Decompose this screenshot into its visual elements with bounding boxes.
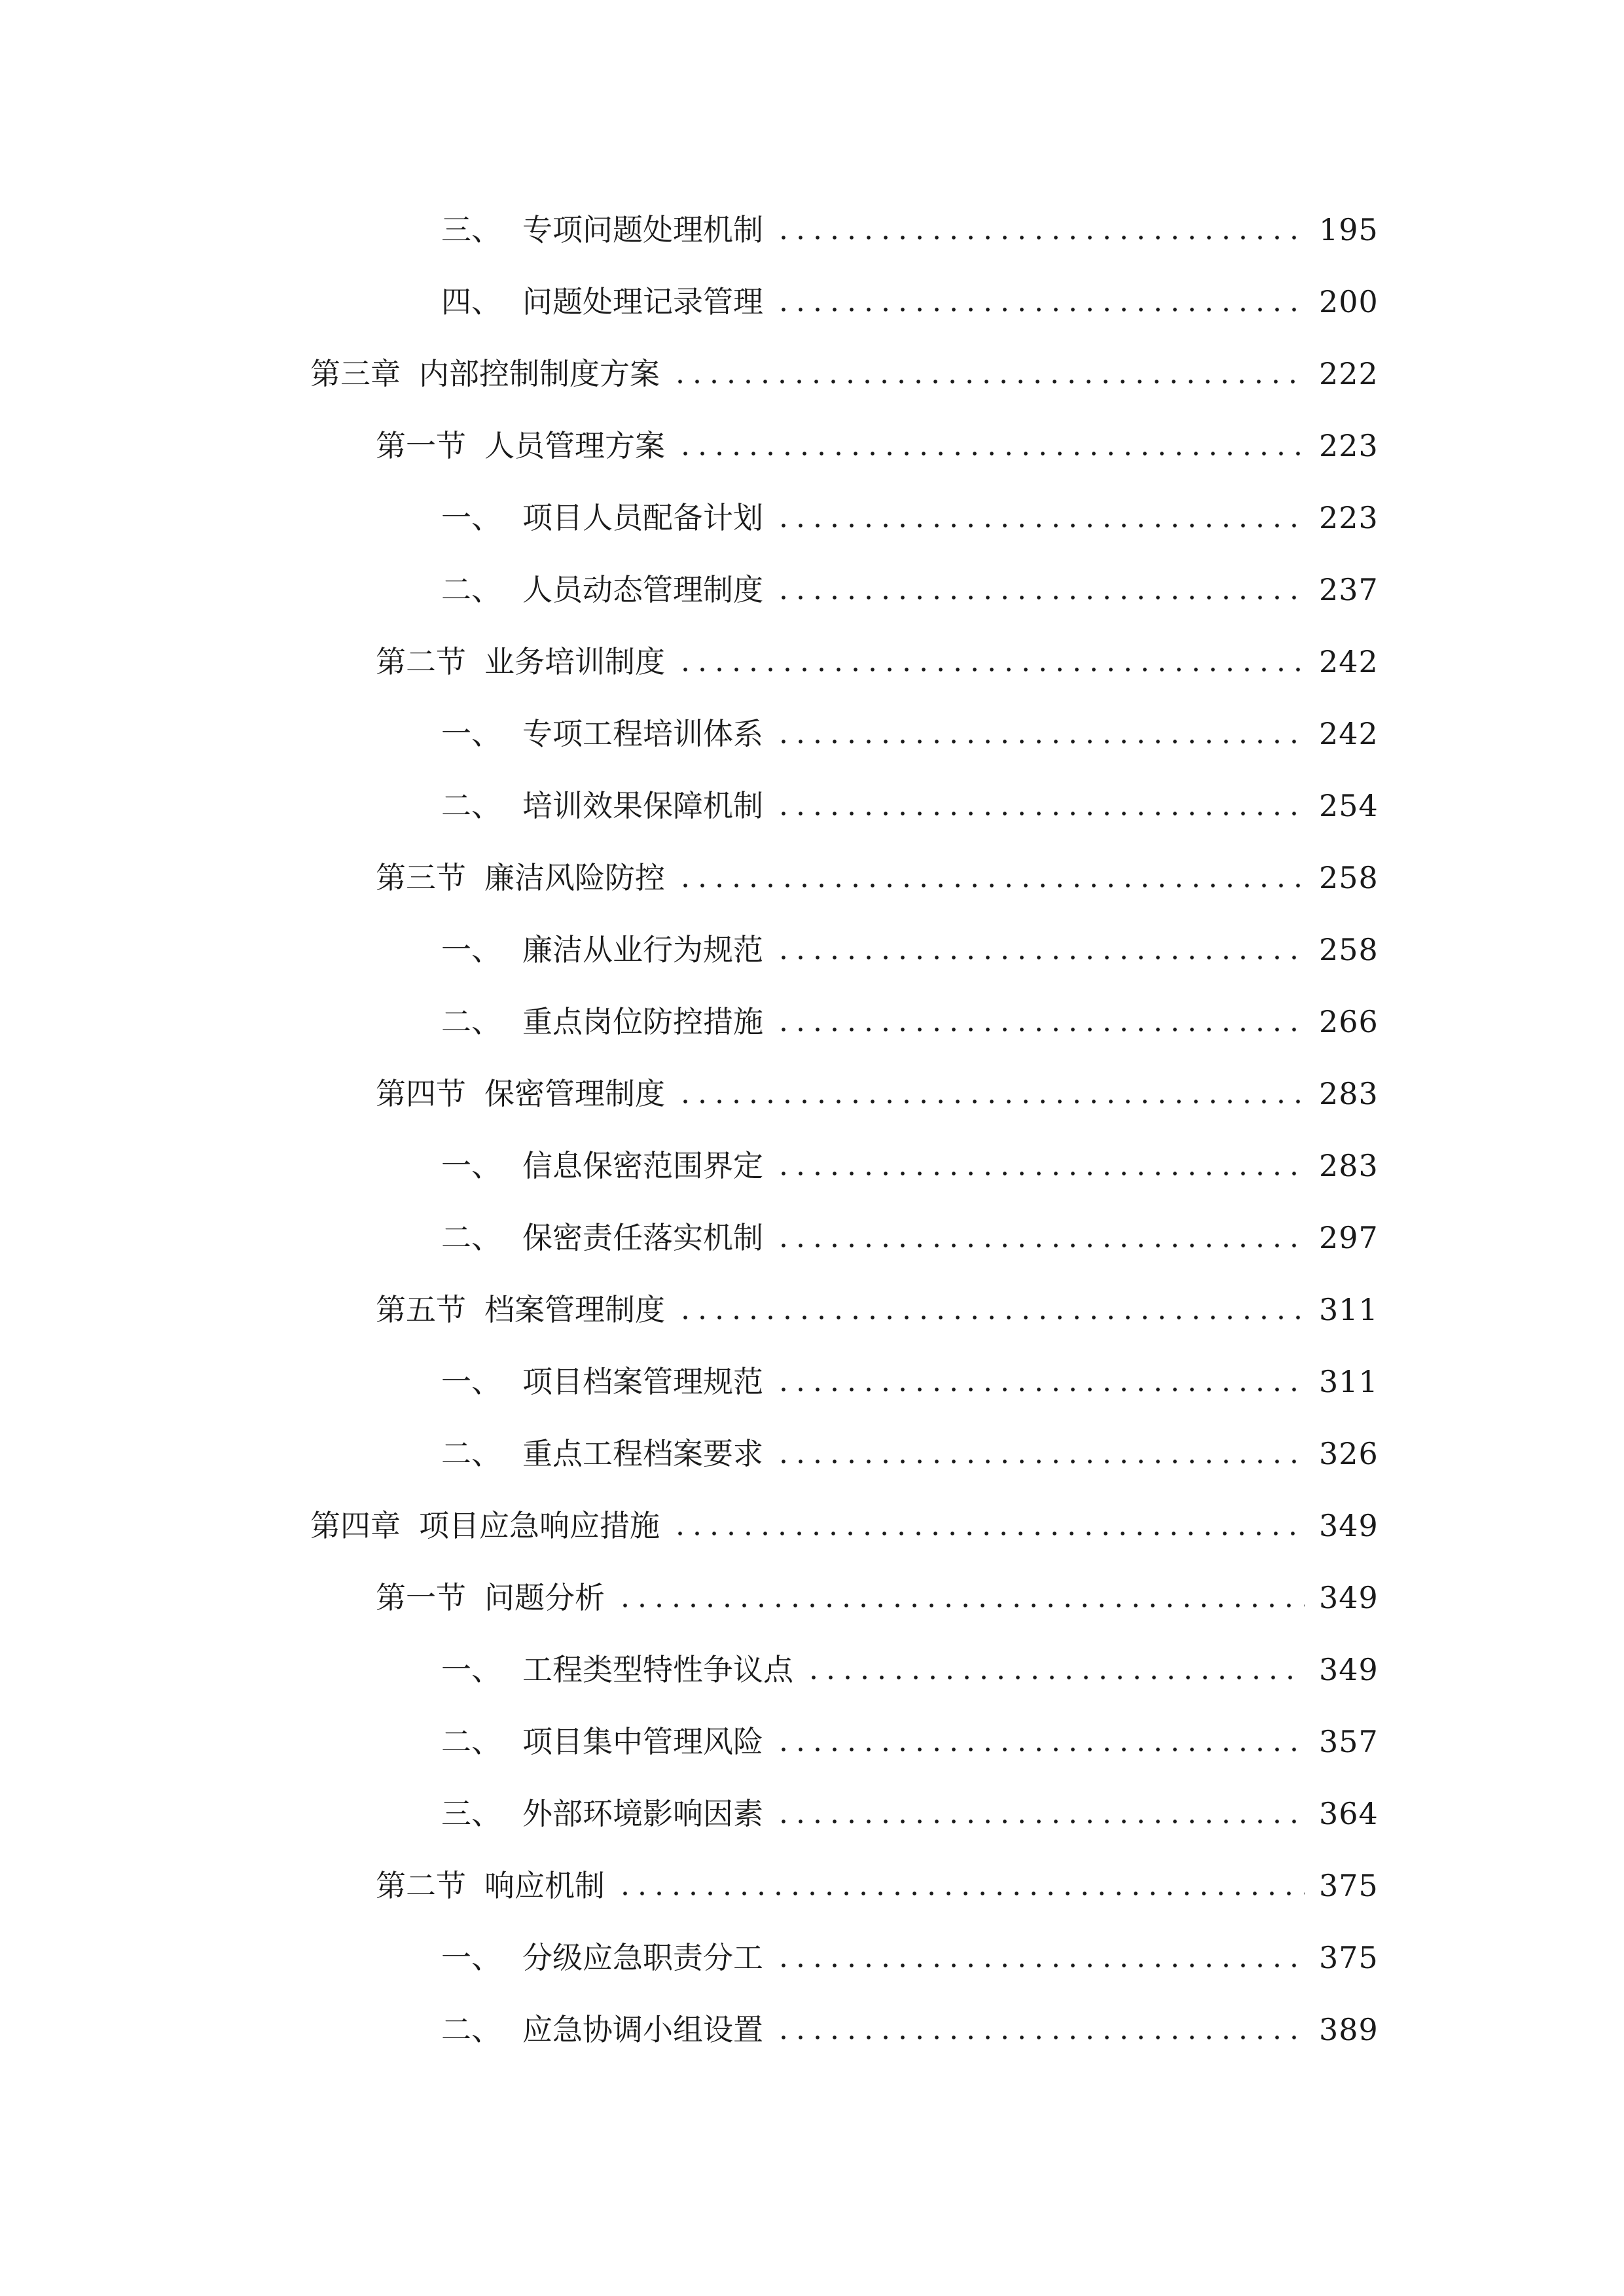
entry-page-number: 349 xyxy=(1319,1580,1379,1615)
entry-number: 第三节 xyxy=(376,860,466,895)
entry-number: 二、 xyxy=(441,1004,501,1039)
entry-page-number: 375 xyxy=(1319,1940,1379,1975)
toc-entry-level-3[interactable] xyxy=(0,194,1624,266)
entry-title: 保密责任落实机制 xyxy=(522,1220,763,1255)
dot-leader xyxy=(677,1295,1305,1325)
dot-leader xyxy=(617,1583,1305,1613)
entry-title: 重点岗位防控措施 xyxy=(522,1004,763,1039)
entry-number: 一、 xyxy=(441,716,501,751)
entry-number: 一、 xyxy=(441,1652,501,1687)
entry-title: 信息保密范围界定 xyxy=(522,1148,763,1183)
entry-title: 响应机制 xyxy=(484,1868,605,1903)
entry-page-number: 223 xyxy=(1319,500,1379,535)
entry-title: 问题处理记录管理 xyxy=(522,284,763,319)
entry-number: 第二节 xyxy=(376,1868,466,1903)
entry-number: 第四节 xyxy=(376,1076,466,1111)
entry-number: 一、 xyxy=(441,932,501,967)
entry-page-number: 283 xyxy=(1319,1148,1379,1183)
dot-leader xyxy=(672,1511,1305,1541)
entry-number: 一、 xyxy=(441,1364,501,1399)
entry-number: 一、 xyxy=(441,500,501,535)
dot-leader xyxy=(775,1367,1305,1397)
entry-number: 二、 xyxy=(441,2012,501,2047)
entry-page-number: 258 xyxy=(1319,932,1379,967)
entry-page-number: 297 xyxy=(1319,1220,1379,1255)
entry-title: 专项问题处理机制 xyxy=(522,212,763,247)
toc-entry-level-3[interactable] xyxy=(0,1202,1624,1274)
toc-entry-level-3[interactable] xyxy=(0,986,1624,1058)
entry-number: 二、 xyxy=(441,1436,501,1471)
entry-page-number: 195 xyxy=(1319,212,1379,247)
entry-number: 三、 xyxy=(441,212,501,247)
entry-title: 外部环境影响因素 xyxy=(522,1796,763,1831)
dot-leader xyxy=(677,647,1305,677)
toc-entry-level-2[interactable] xyxy=(0,1562,1624,1634)
toc-entry-level-1[interactable] xyxy=(0,338,1624,410)
toc-entry-level-3[interactable] xyxy=(0,1418,1624,1490)
entry-number: 第一节 xyxy=(376,428,466,463)
entry-title: 工程类型特性争议点 xyxy=(522,1652,793,1687)
table-of-contents xyxy=(0,194,1624,2066)
dot-leader xyxy=(775,2015,1305,2045)
dot-leader xyxy=(617,1871,1305,1901)
toc-entry-level-2[interactable] xyxy=(0,410,1624,482)
toc-entry-level-3[interactable] xyxy=(0,554,1624,626)
entry-page-number: 389 xyxy=(1319,2012,1379,2047)
entry-number: 第二节 xyxy=(376,644,466,679)
entry-page-number: 266 xyxy=(1319,1004,1379,1039)
toc-entry-level-1[interactable] xyxy=(0,1490,1624,1562)
entry-title: 项目档案管理规范 xyxy=(522,1364,763,1399)
dot-leader xyxy=(775,1007,1305,1037)
entry-number: 一、 xyxy=(441,1940,501,1975)
entry-number: 二、 xyxy=(441,1724,501,1759)
entry-number: 一、 xyxy=(441,1148,501,1183)
dot-leader xyxy=(775,1439,1305,1469)
entry-page-number: 200 xyxy=(1319,284,1379,319)
entry-number: 二、 xyxy=(441,572,501,607)
toc-entry-level-2[interactable] xyxy=(0,842,1624,914)
dot-leader xyxy=(775,1727,1305,1757)
entry-title: 内部控制制度方案 xyxy=(419,356,660,391)
dot-leader xyxy=(775,503,1305,533)
entry-number: 二、 xyxy=(441,788,501,823)
entry-title: 项目人员配备计划 xyxy=(522,500,763,535)
entry-page-number: 349 xyxy=(1319,1652,1379,1687)
toc-entry-level-3[interactable] xyxy=(0,770,1624,842)
entry-title: 培训效果保障机制 xyxy=(522,788,763,823)
entry-page-number: 242 xyxy=(1319,716,1379,751)
dot-leader xyxy=(677,863,1305,893)
entry-title: 专项工程培训体系 xyxy=(522,716,763,751)
dot-leader xyxy=(775,215,1305,245)
entry-page-number: 357 xyxy=(1319,1724,1379,1759)
entry-title: 项目应急响应措施 xyxy=(419,1508,660,1543)
dot-leader xyxy=(677,431,1305,461)
dot-leader xyxy=(775,287,1305,317)
toc-entry-level-3[interactable] xyxy=(0,1130,1624,1202)
dot-leader xyxy=(775,1151,1305,1181)
toc-entry-level-3[interactable] xyxy=(0,1634,1624,1706)
entry-title: 问题分析 xyxy=(484,1580,605,1615)
entry-page-number: 283 xyxy=(1319,1076,1379,1111)
toc-entry-level-3[interactable] xyxy=(0,1922,1624,1994)
entry-page-number: 242 xyxy=(1319,644,1379,679)
entry-page-number: 258 xyxy=(1319,860,1379,895)
entry-title: 分级应急职责分工 xyxy=(522,1940,763,1975)
toc-entry-level-2[interactable] xyxy=(0,1274,1624,1346)
entry-number: 第四章 xyxy=(310,1508,401,1543)
entry-page-number: 375 xyxy=(1319,1868,1379,1903)
toc-entry-level-2[interactable] xyxy=(0,1058,1624,1130)
entry-title: 项目集中管理风险 xyxy=(522,1724,763,1759)
toc-entry-level-3[interactable] xyxy=(0,1994,1624,2066)
entry-title: 保密管理制度 xyxy=(484,1076,665,1111)
entry-page-number: 223 xyxy=(1319,428,1379,463)
entry-title: 人员管理方案 xyxy=(484,428,665,463)
dot-leader xyxy=(775,719,1305,749)
entry-title: 重点工程档案要求 xyxy=(522,1436,763,1471)
dot-leader xyxy=(775,1223,1305,1253)
toc-entry-level-3[interactable] xyxy=(0,1346,1624,1418)
toc-entry-level-3[interactable] xyxy=(0,482,1624,554)
toc-entry-level-2[interactable] xyxy=(0,626,1624,698)
entry-page-number: 254 xyxy=(1319,788,1379,823)
toc-entry-level-3[interactable] xyxy=(0,266,1624,338)
dot-leader xyxy=(677,1079,1305,1109)
entry-title: 应急协调小组设置 xyxy=(522,2012,763,2047)
entry-page-number: 311 xyxy=(1319,1292,1379,1327)
entry-number: 四、 xyxy=(441,284,501,319)
dot-leader xyxy=(775,575,1305,605)
entry-page-number: 222 xyxy=(1319,356,1379,391)
dot-leader xyxy=(775,1799,1305,1829)
entry-number: 二、 xyxy=(441,1220,501,1255)
entry-title: 廉洁风险防控 xyxy=(484,860,665,895)
toc-entry-level-3[interactable] xyxy=(0,1778,1624,1850)
entry-page-number: 237 xyxy=(1319,572,1379,607)
entry-page-number: 311 xyxy=(1319,1364,1379,1399)
entry-number: 三、 xyxy=(441,1796,501,1831)
entry-title: 档案管理制度 xyxy=(484,1292,665,1327)
entry-number: 第一节 xyxy=(376,1580,466,1615)
entry-page-number: 326 xyxy=(1319,1436,1379,1471)
toc-entry-level-3[interactable] xyxy=(0,914,1624,986)
entry-page-number: 364 xyxy=(1319,1796,1379,1831)
entry-page-number: 349 xyxy=(1319,1508,1379,1543)
toc-entry-level-3[interactable] xyxy=(0,698,1624,770)
dot-leader xyxy=(775,791,1305,821)
entry-title: 廉洁从业行为规范 xyxy=(522,932,763,967)
entry-number: 第五节 xyxy=(376,1292,466,1327)
entry-title: 业务培训制度 xyxy=(484,644,665,679)
toc-entry-level-2[interactable] xyxy=(0,1850,1624,1922)
dot-leader xyxy=(805,1655,1305,1685)
dot-leader xyxy=(775,1943,1305,1973)
entry-title: 人员动态管理制度 xyxy=(522,572,763,607)
toc-entry-level-3[interactable] xyxy=(0,1706,1624,1778)
entry-number: 第三章 xyxy=(310,356,401,391)
dot-leader xyxy=(672,359,1305,389)
dot-leader xyxy=(775,935,1305,965)
